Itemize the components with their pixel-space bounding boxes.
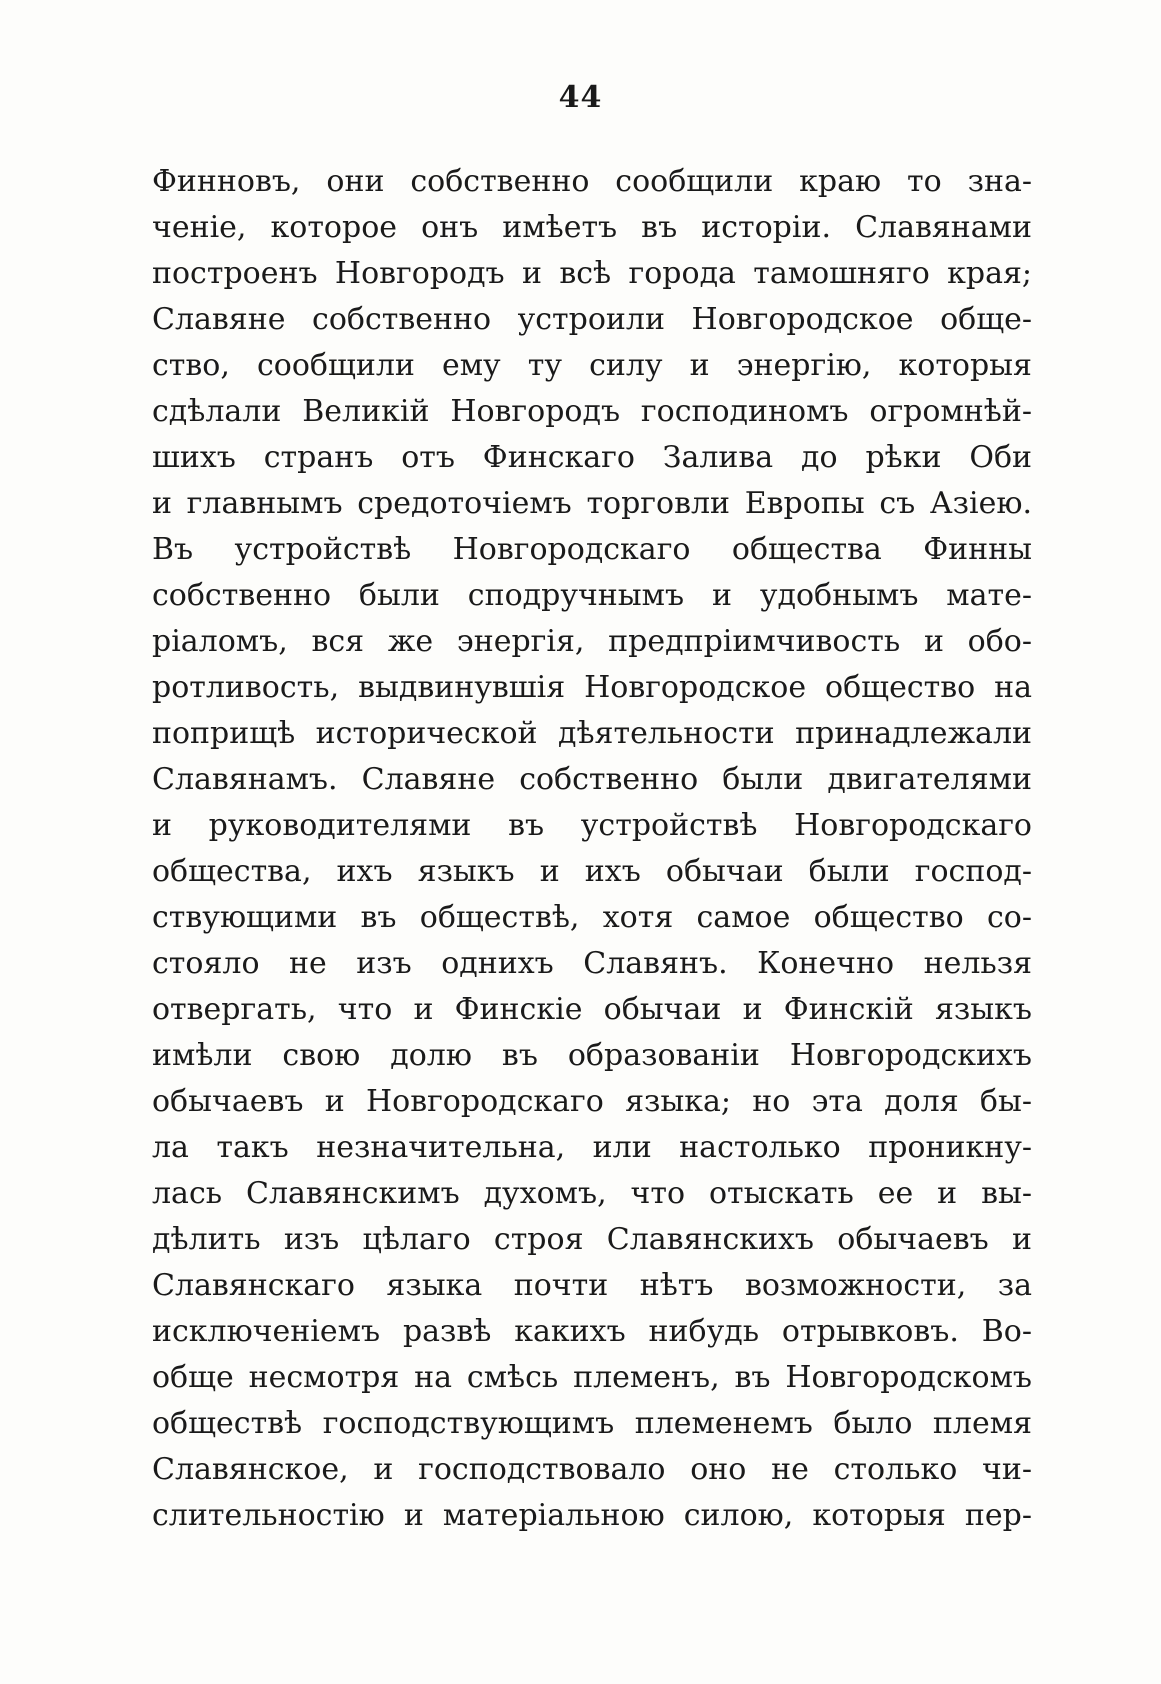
text-line: Въ устройствѣ Новгородскаго общества Финны <box>152 532 1032 567</box>
text-line: Финновъ, они собственно сообщили краю то зна- <box>152 164 1032 199</box>
text-line: сдѣлали Великій Новгородъ господиномъ огромнѣй- <box>152 394 1032 429</box>
text-line: отвергать, что и Финскіе обычаи и Финскій языкъ <box>152 992 1032 1027</box>
text-line: шихъ странъ отъ Финскаго Залива до рѣки Оби <box>152 440 1032 475</box>
text-line: собственно были сподручнымъ и удобнымъ мате- <box>152 578 1032 613</box>
text-line: поприщѣ исторической дѣятельности принадлежали <box>152 716 1032 751</box>
text-line: ріаломъ, вся же энергія, предпріимчивость и обо- <box>152 624 1032 659</box>
text-line: ротливость, выдвинувшія Новгородское общество на <box>152 670 1032 705</box>
text-line: дѣлить изъ цѣлаго строя Славянскихъ обычаевъ и <box>152 1222 1032 1257</box>
text-line: стояло не изъ однихъ Славянъ. Конечно нельзя <box>152 946 1032 981</box>
text-line: слительностію и матеріальною силою, которыя пер- <box>152 1498 1032 1533</box>
text-line: и руководителями въ устройствѣ Новгородскаго <box>152 808 1032 843</box>
text-line: обще несмотря на смѣсь племенъ, въ Новгородскомъ <box>152 1360 1032 1395</box>
text-line: Славянамъ. Славяне собственно были двигателями <box>152 762 1032 797</box>
body-text <box>152 159 1032 1539</box>
text-line: обществѣ господствующимъ племенемъ было племя <box>152 1406 1032 1441</box>
text-line: построенъ Новгородъ и всѣ города тамошняго края; <box>152 256 1032 291</box>
text-line: Славянское, и господствовало оно не столько чи- <box>152 1452 1032 1487</box>
text-line: имѣли свою долю въ образованіи Новгородскихъ <box>152 1038 1032 1073</box>
page-number: 44 <box>558 80 603 115</box>
text-line: ствующими въ обществѣ, хотя самое общество со- <box>152 900 1032 935</box>
text-line: Славяне собственно устроили Новгородское обще- <box>152 302 1032 337</box>
text-line: и главнымъ средоточіемъ торговли Европы съ Азіею. <box>152 486 1032 521</box>
text-line: обычаевъ и Новгородскаго языка; но эта доля бы- <box>152 1084 1032 1119</box>
text-line: исключеніемъ развѣ какихъ нибудь отрывковъ. Во- <box>152 1314 1032 1349</box>
text-line: ство, сообщили ему ту силу и энергію, которыя <box>152 348 1032 383</box>
text-line: ченіе, которое онъ имѣетъ въ исторіи. Славянами <box>152 210 1032 245</box>
text-line: Славянскаго языка почти нѣтъ возможности, за <box>152 1268 1032 1303</box>
text-line: лась Славянскимъ духомъ, что отыскать ее и вы- <box>152 1176 1032 1211</box>
text-line: ла такъ незначительна, или настолько проникну- <box>152 1130 1032 1165</box>
text-line: общества, ихъ языкъ и ихъ обычаи были господ- <box>152 854 1032 889</box>
